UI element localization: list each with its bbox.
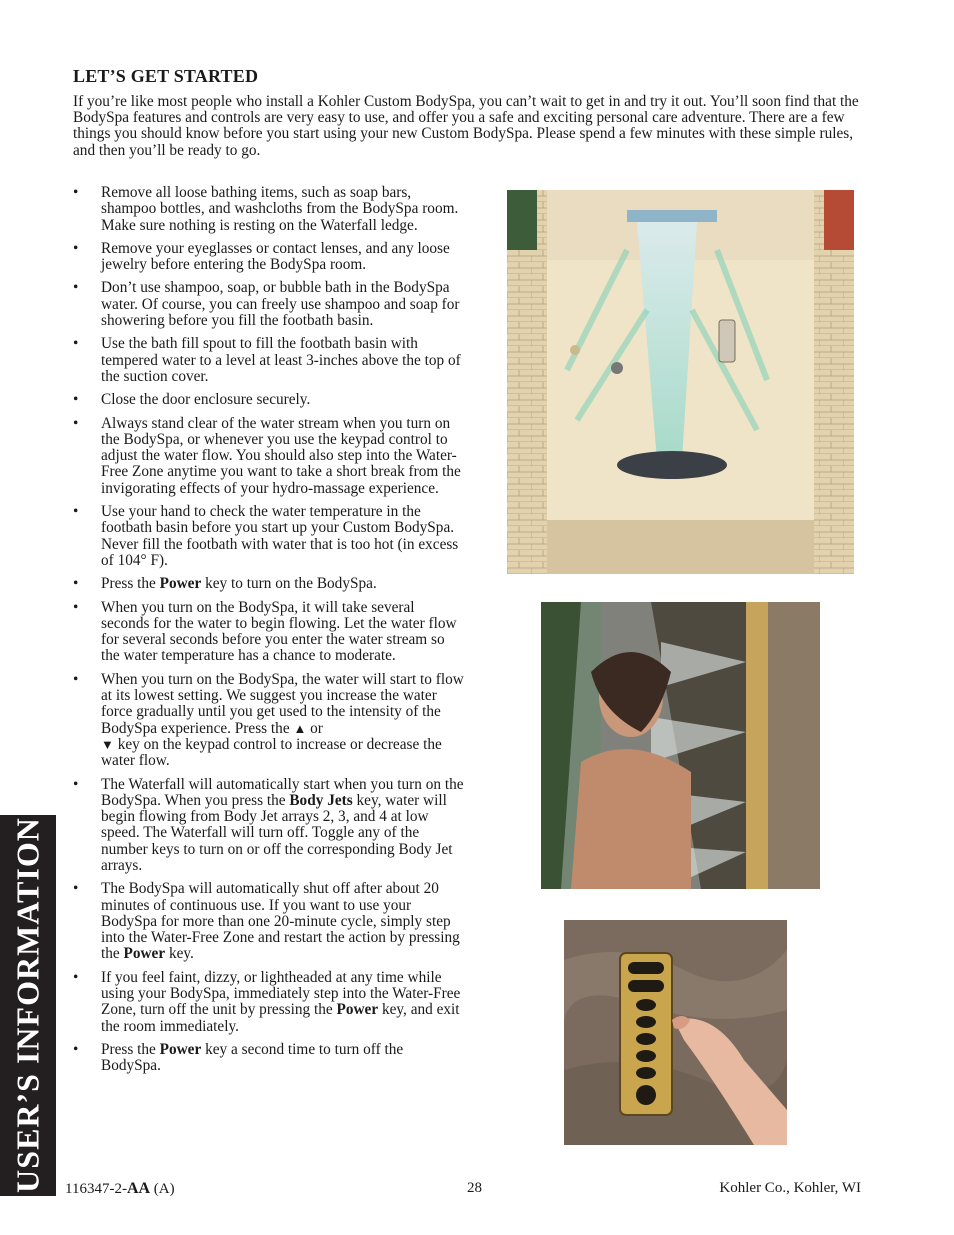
- doc-suffix: (A): [150, 1181, 175, 1197]
- section-tab-label: USER’S INFORMATION: [9, 817, 46, 1193]
- rule-text: key to turn on the BodySpa.: [201, 575, 377, 593]
- key-name: Power: [159, 1040, 202, 1058]
- list-item: [73, 392, 465, 408]
- list-item: [73, 970, 465, 1035]
- rule-text: Use your hand to check the water temperature in the footbath basin before you start up your Custom BodySpa. Never fill the footbath with water that is too hot (in excess of 104° F).: [101, 503, 459, 569]
- company-name: Kohler Co., Kohler, WI: [719, 1180, 861, 1196]
- bullet: •: [73, 503, 79, 521]
- rule-text: Always stand clear of the water stream when you turn on the BodySpa, or whenever you use the keypad control to adjust the water flow. You should also step into the Water-Free Zone anytime you want to take a short break from the invigorating effects of your hydro-massage experience.: [101, 414, 461, 497]
- down-arrow-icon: ▼: [101, 736, 114, 752]
- rule-text: The BodySpa will automatically shut off after about 20 minutes of continuous use. If you want to use your BodySpa for more than one 20-minute cycle, simply step into the Water-Free Zone and restart the action by pressing the: [101, 880, 460, 963]
- rule-text: key on the keypad control to increase or decrease the water flow.: [101, 735, 442, 770]
- bullet: •: [73, 598, 79, 616]
- rule-text: Don’t use shampoo, soap, or bubble bath in the BodySpa water. Of course, you can freely use shampoo and soap for showering before you fill the footbath basin.: [101, 279, 460, 330]
- list-item: [73, 416, 465, 497]
- document-number: [65, 1180, 175, 1198]
- bullet: •: [73, 239, 79, 257]
- rule-text: When you turn on the BodySpa, it will take several seconds for the water to begin flowing. Let the water flow for several seconds before you enter the water stream so the water temperature has a chance to moderate.: [101, 598, 457, 665]
- rule-text: or: [306, 719, 323, 737]
- list-item: [73, 777, 465, 875]
- rule-text: Press the: [101, 575, 160, 593]
- bullet: •: [73, 1040, 79, 1058]
- rule-text: key, water will begin flowing from Body Jet arrays 2, 3, and 4 at low speed. The Waterfall will turn off. Toggle any of the number keys to turn on or off the corresponding Body Jet arrays.: [101, 791, 453, 874]
- keypad-control-photo: [564, 920, 787, 1145]
- bullet: •: [73, 391, 79, 409]
- rule-text: Remove all loose bathing items, such as soap bars, shampoo bottles, and washcloths from the BodySpa room. Make sure nothing is resting on the Waterfall ledge.: [101, 184, 459, 234]
- rule-text: The Waterfall will automatically start when you turn on the BodySpa. When you press the: [101, 775, 464, 809]
- rule-text: If you feel faint, dizzy, or lightheaded at any time while using your BodySpa, immediately step into the Water-Free Zone, turn off the unit by pressing the: [101, 968, 461, 1019]
- list-item: [73, 280, 465, 329]
- list-item: [73, 576, 465, 592]
- bullet: •: [73, 880, 79, 898]
- doc-prefix: 116347-2-: [65, 1181, 127, 1197]
- list-item: [73, 600, 465, 665]
- key-name: Power: [159, 575, 202, 593]
- key-name: Power: [123, 945, 166, 963]
- rule-text: Use the bath fill spout to fill the footbath basin with tempered water to a level at least 3-inches above the top of the suction cover.: [101, 335, 461, 385]
- list-item: [73, 241, 465, 274]
- bullet: •: [73, 575, 79, 593]
- bullet: •: [73, 414, 79, 432]
- key-name: Power: [336, 1001, 379, 1019]
- bullet: •: [73, 775, 79, 793]
- bullet: •: [73, 184, 79, 201]
- section-tab: [0, 815, 56, 1196]
- section-heading: LET’S GET STARTED: [73, 66, 259, 86]
- page-number: 28: [467, 1180, 482, 1196]
- intro-paragraph: If you’re like most people who install a Kohler Custom BodySpa, you can’t wait to get in and try it out. You’ll soon find that the BodySpa features and controls are very easy to use, and offer you a safe and exciting personal care adventure. There are a few things you should know before you start using your new Custom BodySpa. Please spend a few minutes with these simple rules, and then you’ll be ready to go.: [73, 93, 859, 159]
- list-item: [73, 672, 465, 770]
- list-item: [73, 881, 465, 962]
- rule-text: Close the door enclosure securely.: [101, 391, 311, 409]
- rules-list: [73, 185, 465, 1082]
- doc-code: AA: [126, 1180, 151, 1197]
- rule-text: key.: [165, 945, 194, 963]
- list-item: [73, 336, 465, 385]
- list-item: [73, 1042, 465, 1075]
- list-item: [73, 504, 465, 569]
- bullet: •: [73, 279, 79, 297]
- up-arrow-icon: ▲: [293, 720, 307, 736]
- bullet: •: [73, 670, 79, 688]
- rule-text: Remove your eyeglasses or contact lenses, and any loose jewelry before entering the BodySpa room.: [101, 239, 450, 274]
- bullet: •: [73, 968, 79, 986]
- rule-text: Press the: [101, 1040, 160, 1058]
- rule-text: key, and exit the room immediately.: [101, 1001, 460, 1035]
- bodyspa-room-illustration: [507, 190, 854, 574]
- bullet: •: [73, 335, 79, 353]
- rule-text: When you turn on the BodySpa, the water will start to flow at its lowest setting. We suggest you increase the water force gradually until you get used to the intensity of the BodySpa experience. Press the: [101, 670, 464, 737]
- key-name: Body Jets: [289, 791, 353, 809]
- body-jets-photo: [541, 602, 820, 889]
- list-item: [73, 185, 465, 234]
- rule-text: key a second time to turn off the BodySpa.: [101, 1040, 404, 1075]
